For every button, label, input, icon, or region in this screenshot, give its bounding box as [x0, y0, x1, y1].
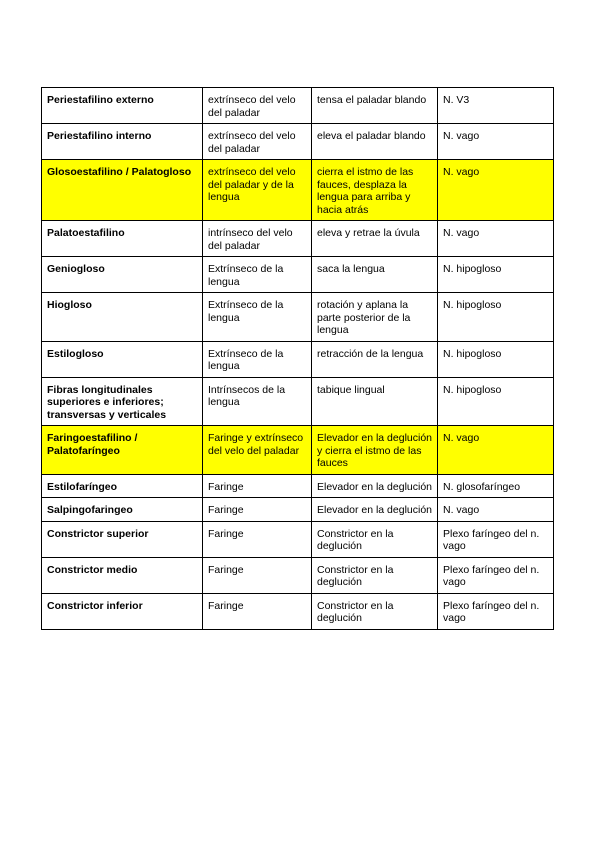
muscle-type-cell: extrínseco del velo del paladar — [203, 88, 312, 124]
table-row — [42, 377, 554, 426]
muscle-nerve-cell: N. hipogloso — [438, 293, 554, 342]
muscle-name-cell: Estilofaríngeo — [42, 474, 203, 498]
table-row — [42, 521, 554, 557]
muscle-name-cell: Faringoestafilino / Palatofaríngeo — [42, 426, 203, 475]
muscle-action-cell: Elevador en la deglución y cierra el istmo de las fauces — [312, 426, 438, 475]
muscle-name-cell: Hiogloso — [42, 293, 203, 342]
muscle-nerve-cell: N. vago — [438, 498, 554, 522]
muscle-action-cell: saca la lengua — [312, 257, 438, 293]
muscles-table — [41, 87, 554, 630]
muscle-action-cell: eleva el paladar blando — [312, 124, 438, 160]
table-row — [42, 557, 554, 593]
table-row — [42, 257, 554, 293]
muscle-nerve-cell: N. vago — [438, 221, 554, 257]
muscle-type-cell: Faringe — [203, 521, 312, 557]
muscle-action-cell: Constrictor en la deglución — [312, 593, 438, 629]
muscle-nerve-cell: Plexo faríngeo del n. vago — [438, 557, 554, 593]
muscle-name-cell: Salpingofaringeo — [42, 498, 203, 522]
muscle-name-cell: Palatoestafilino — [42, 221, 203, 257]
table-row — [42, 426, 554, 475]
muscle-type-cell: Extrínseco de la lengua — [203, 341, 312, 377]
muscle-name-cell: Constrictor superior — [42, 521, 203, 557]
muscle-action-cell: tensa el paladar blando — [312, 88, 438, 124]
table-row — [42, 88, 554, 124]
muscle-nerve-cell: N. vago — [438, 426, 554, 475]
table-row — [42, 124, 554, 160]
muscle-action-cell: Constrictor en la deglución — [312, 557, 438, 593]
muscle-action-cell: cierra el istmo de las fauces, desplaza la lengua para arriba y hacia atrás — [312, 160, 438, 221]
muscle-type-cell: extrínseco del velo del paladar — [203, 124, 312, 160]
muscle-nerve-cell: N. vago — [438, 124, 554, 160]
table-row — [42, 498, 554, 522]
muscle-name-cell: Constrictor inferior — [42, 593, 203, 629]
muscle-type-cell: Intrínsecos de la lengua — [203, 377, 312, 426]
muscle-type-cell: Extrínseco de la lengua — [203, 293, 312, 342]
muscle-name-cell: Geniogloso — [42, 257, 203, 293]
muscle-action-cell: retracción de la lengua — [312, 341, 438, 377]
muscle-type-cell: Faringe — [203, 474, 312, 498]
table-row — [42, 341, 554, 377]
muscle-nerve-cell: N. V3 — [438, 88, 554, 124]
muscle-name-cell: Estilogloso — [42, 341, 203, 377]
muscle-nerve-cell: Plexo faríngeo del n. vago — [438, 593, 554, 629]
muscle-nerve-cell: N. hipogloso — [438, 257, 554, 293]
muscle-nerve-cell: N. hipogloso — [438, 341, 554, 377]
muscle-action-cell: Constrictor en la deglución — [312, 521, 438, 557]
muscle-nerve-cell: N. vago — [438, 160, 554, 221]
muscle-nerve-cell: Plexo faríngeo del n. vago — [438, 521, 554, 557]
muscle-type-cell: Faringe — [203, 498, 312, 522]
table-row — [42, 221, 554, 257]
muscle-type-cell: Faringe — [203, 557, 312, 593]
muscle-name-cell: Periestafilino interno — [42, 124, 203, 160]
muscle-action-cell: eleva y retrae la úvula — [312, 221, 438, 257]
table-body — [42, 88, 554, 630]
muscle-type-cell: intrínseco del velo del paladar — [203, 221, 312, 257]
muscle-type-cell: extrínseco del velo del paladar y de la lengua — [203, 160, 312, 221]
muscle-name-cell: Fibras longitudinales superiores e inferiores; transversas y verticales — [42, 377, 203, 426]
muscle-action-cell: tabique lingual — [312, 377, 438, 426]
table-row — [42, 474, 554, 498]
muscle-nerve-cell: N. glosofaríngeo — [438, 474, 554, 498]
muscle-action-cell: rotación y aplana la parte posterior de la lengua — [312, 293, 438, 342]
muscle-type-cell: Extrínseco de la lengua — [203, 257, 312, 293]
muscle-name-cell: Glosoestafilino / Palatogloso — [42, 160, 203, 221]
muscle-action-cell: Elevador en la deglución — [312, 498, 438, 522]
table-row — [42, 160, 554, 221]
table-row — [42, 293, 554, 342]
muscle-name-cell: Constrictor medio — [42, 557, 203, 593]
table-row — [42, 593, 554, 629]
muscle-nerve-cell: N. hipogloso — [438, 377, 554, 426]
muscle-type-cell: Faringe y extrínseco del velo del paladar — [203, 426, 312, 475]
muscle-action-cell: Elevador en la deglución — [312, 474, 438, 498]
muscle-name-cell: Periestafilino externo — [42, 88, 203, 124]
muscle-type-cell: Faringe — [203, 593, 312, 629]
